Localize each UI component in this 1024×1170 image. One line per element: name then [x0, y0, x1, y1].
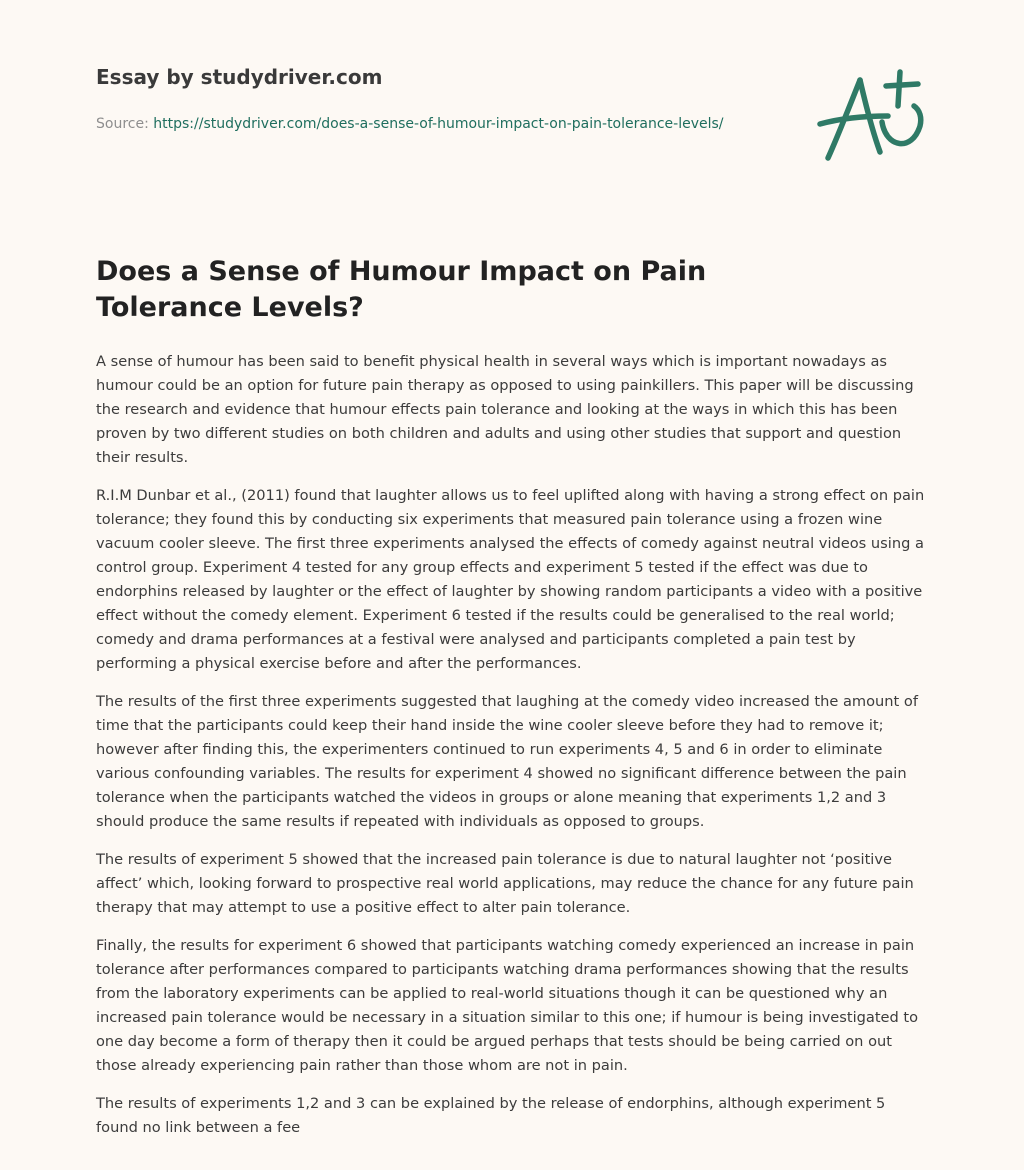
source-label: Source: [96, 116, 149, 132]
essay-title: Does a Sense of Humour Impact on Pain Tolerance Levels? [96, 256, 707, 323]
essay-paragraph: A sense of humour has been said to benefit physical health in several ways which is important nowadays as humour could be an option for future pain therapy as opposed to using painkillers. This paper will be discussing the research and evidence that humour effects pain tolerance and looking at the ways in which this has been proven by two different studies on both children and adults and using other studies that support and question their results. [96, 353, 914, 466]
essay-paragraph: Finally, the results for experiment 6 showed that participants watching comedy experienced an increase in pain tolerance after performances compared to participants watching drama performances showing that the results from the laboratory experiments can be applied to real-world situations though it can be questioned why an increased pain tolerance would be necessary in a situation similar to this one; if humour is being investigated to one day become a form of therapy then it could be argued perhaps that tests should be being carried on out those already experiencing pain rather than those whom are not in pain. [96, 937, 919, 1074]
a-plus-logo-icon [816, 66, 932, 166]
site-brand: Essay by studydriver.com [96, 65, 383, 89]
essay-paragraph: The results of experiment 5 showed that the increased pain tolerance is due to natural laughter not ‘positive affect’ which, looking forward to prospective real world applications, may reduce the chance for any future pain therapy that may attempt to use a positive effect to alter pain tolerance. [96, 851, 914, 916]
essay-body [96, 254, 930, 1154]
essay-paragraph: R.I.M Dunbar et al., (2011) found that laughter allows us to feel uplifted along with having a strong effect on pain tolerance; they found this by conducting six experiments that measured pain tolerance using a frozen wine vacuum cooler sleeve. The first three experiments analysed the effects of comedy against neutral videos using a control group. Experiment 4 tested for any group effects and experiment 5 tested if the effect was due to endorphins released by laughter or the effect of laughter by showing random participants a video with a positive effect without the comedy element. Experiment 6 tested if the results could be generalised to the real world; comedy and drama performances at a festival were analysed and participants completed a pain test by performing a physical exercise before and after the performances. [96, 487, 925, 672]
source-link[interactable]: https://studydriver.com/does-a-sense-of-humour-impact-on-pain-tolerance-levels/ [153, 116, 724, 132]
a-plus-logo-graphic [816, 66, 932, 166]
source-line [96, 112, 736, 136]
essay-paragraph: The results of the first three experiments suggested that laughing at the comedy video increased the amount of time that the participants could keep their hand inside the wine cooler sleeve before they had to remove it; however after finding this, the experimenters continued to run experiments 4, 5 and 6 in order to eliminate various confounding variables. The results for experiment 4 showed no significant difference between the pain tolerance when the participants watched the videos in groups or alone meaning that experiments 1,2 and 3 should produce the same results if repeated with individuals as opposed to groups. [96, 693, 918, 830]
essay-paragraph: The results of experiments 1,2 and 3 can be explained by the release of endorphins, although experiment 5 found no link between a fee [96, 1095, 886, 1136]
page-header [96, 62, 736, 136]
